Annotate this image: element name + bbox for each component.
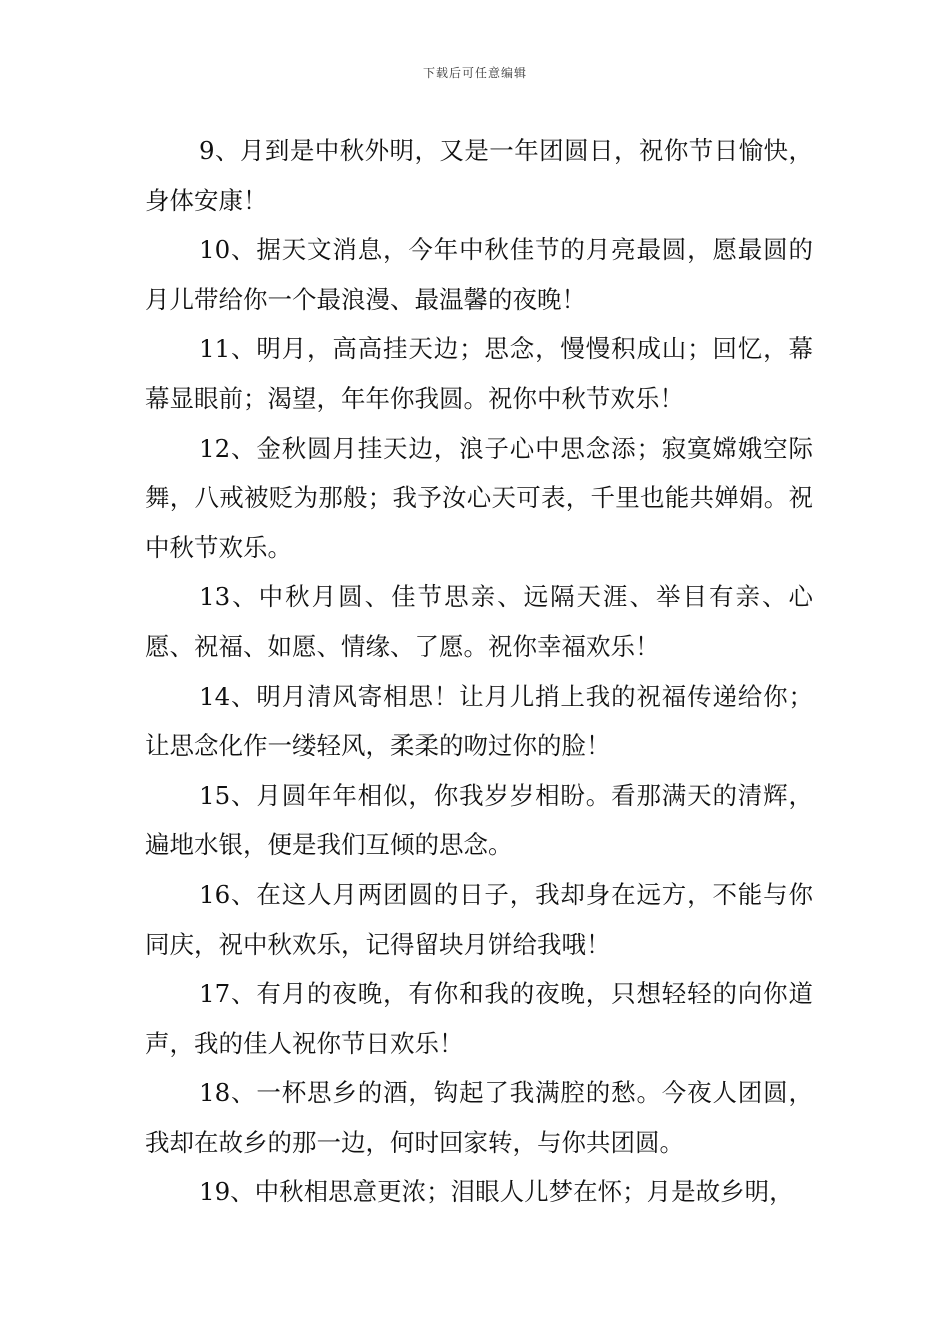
paragraph-19: 19、中秋相思意更浓；泪眼人儿梦在怀；月是故乡明， bbox=[199, 1177, 794, 1207]
paragraph-12: 12、金秋圆月挂天边，浪子心中思念添；寂寞嫦娥空际舞，八戒被贬为那般；我予汝心天可表，千里也能共婵娟。祝中秋节欢乐。 bbox=[145, 433, 813, 562]
paragraph-17: 17、有月的夜晚，有你和我的夜晚，只想轻轻的向你道声，我的佳人祝你节日欢乐！ bbox=[145, 979, 813, 1058]
paragraph-10: 10、据天文消息，今年中秋佳节的月亮最圆，愿最圆的月儿带给你一个最浪漫、最温馨的夜晚！ bbox=[145, 235, 813, 314]
paragraph-11: 11、明月，高高挂天边；思念，慢慢积成山；回忆，幕幕显眼前；渴望，年年你我圆。祝你中秋节欢乐！ bbox=[145, 334, 813, 413]
page-header: 下载后可任意编辑 bbox=[422, 66, 527, 80]
paragraph-18: 18、一杯思乡的酒，钩起了我满腔的愁。今夜人团圆，我却在故乡的那一边，何时回家转，与你共团圆。 bbox=[145, 1078, 813, 1157]
paragraph-13: 13、中秋月圆、佳节思亲、远隔天涯、举目有亲、心愿、祝福、如愿、情缘、了愿。祝你幸福欢乐！ bbox=[145, 582, 813, 661]
document-body bbox=[145, 126, 813, 1217]
paragraph-14: 14、明月清风寄相思！让月儿捎上我的祝福传递给你；让思念化作一缕轻风，柔柔的吻过你的脸！ bbox=[145, 681, 813, 761]
paragraph-15: 15、月圆年年相似，你我岁岁相盼。看那满天的清辉，遍地水银，便是我们互倾的思念。 bbox=[145, 780, 813, 860]
paragraph-16: 16、在这人月两团圆的日子，我却身在远方，不能与你同庆，祝中秋欢乐，记得留块月饼给我哦！ bbox=[145, 879, 813, 959]
paragraph-9: 9、月到是中秋外明，又是一年团圆日，祝你节日愉快，身体安康！ bbox=[145, 136, 813, 215]
